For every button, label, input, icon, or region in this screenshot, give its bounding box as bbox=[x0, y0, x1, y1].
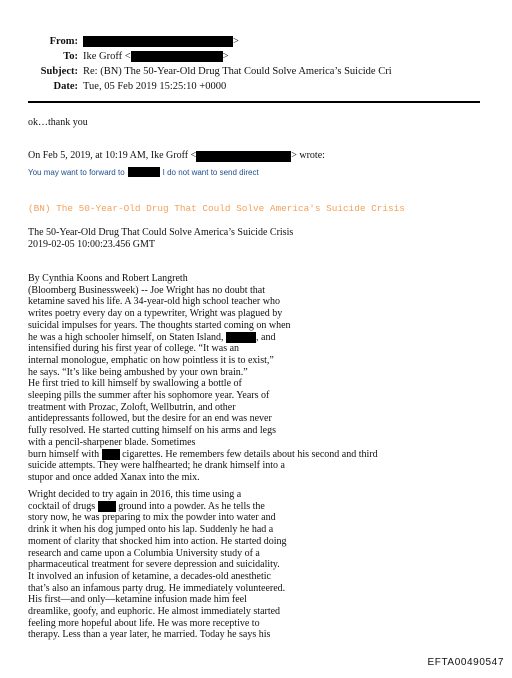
text-line bbox=[28, 501, 498, 513]
text-line: treatment with Prozac, Zoloft, Wellbutrin, and other bbox=[28, 401, 236, 413]
text-segment: he was a high schooler himself, on Staten Island, bbox=[28, 331, 224, 343]
text-line: fully resolved. He started cutting himself on his arms and legs bbox=[28, 425, 277, 437]
from-label: From: bbox=[49, 36, 78, 47]
quote-line bbox=[28, 150, 325, 162]
to-close: > bbox=[222, 51, 229, 62]
text-line: sleeping pills the summer after his sophomore year. Years of bbox=[28, 390, 270, 402]
text-line: he says. “It’s like being ambushed by your own brain.” bbox=[28, 366, 248, 378]
text-line: drink it when his dog jumped onto his lap. Suddenly he had a bbox=[28, 524, 274, 536]
text-line bbox=[28, 449, 498, 461]
bates-number: EFTA00490547 bbox=[427, 657, 504, 668]
redaction-box bbox=[83, 36, 233, 47]
date-label: Date: bbox=[53, 81, 78, 92]
text-line: (Bloomberg Businessweek) -- Joe Wright has no doubt that bbox=[28, 284, 265, 296]
quote-prefix: On Feb 5, 2019, at 10:19 AM, Ike Groff < bbox=[28, 150, 197, 161]
email-header bbox=[28, 34, 488, 94]
forward-note bbox=[28, 167, 259, 177]
redaction-box bbox=[102, 449, 120, 460]
redaction-box bbox=[128, 167, 160, 177]
to-name: Ike Groff < bbox=[83, 51, 131, 62]
text-line: intensified during his first year of college. “It was an bbox=[28, 343, 240, 355]
text-line: with a pencil-sharpener blade. Sometimes bbox=[28, 436, 196, 448]
subject-value: Re: (BN) The 50-Year-Old Drug That Could Solve America’s Suicide Cri bbox=[83, 66, 392, 77]
subject-label: Subject: bbox=[40, 66, 78, 77]
date-value: Tue, 05 Feb 2019 15:25:10 +0000 bbox=[83, 81, 227, 92]
forward-note-before: You may want to forward to bbox=[28, 167, 125, 177]
text-segment: cigarettes. He remembers few details about his second and third bbox=[122, 448, 378, 460]
text-line: therapy. Less than a year later, he married. Today he says his bbox=[28, 629, 271, 641]
text-line: that’s also an infamous party drug. He immediately volunteered. bbox=[28, 582, 286, 594]
text-line: writes poetry every day on a typewriter, Wright was plagued by bbox=[28, 308, 283, 320]
redaction-box bbox=[196, 151, 291, 162]
article-title: The 50-Year-Old Drug That Could Solve America’s Suicide Crisis bbox=[28, 227, 294, 238]
to-row bbox=[28, 49, 488, 64]
text-segment: , and bbox=[256, 331, 276, 343]
to-label: To: bbox=[63, 51, 78, 62]
forwarded-subject: (BN) The 50-Year-Old Drug That Could Solve America's Suicide Crisis bbox=[28, 203, 405, 214]
article-paragraph-1 bbox=[28, 273, 498, 484]
from-row bbox=[28, 34, 488, 49]
text-line: stupor and once added Xanax into the mix. bbox=[28, 471, 200, 483]
redaction-box bbox=[98, 501, 116, 512]
text-line: ketamine saved his life. A 34-year-old high school teacher who bbox=[28, 296, 280, 308]
date-row bbox=[28, 79, 488, 94]
text-line: research and came upon a Columbia University study of a bbox=[28, 547, 260, 559]
text-line: internal monologue, emphatic on how pointless it is to exist,” bbox=[28, 354, 274, 366]
text-line: Wright decided to try again in 2016, this time using a bbox=[28, 489, 242, 500]
reply-text: ok…thank you bbox=[28, 117, 88, 128]
subject-row bbox=[28, 64, 488, 79]
text-line: His first—and only—ketamine infusion made him feel bbox=[28, 594, 247, 606]
redaction-box bbox=[131, 51, 223, 62]
text-line: pharmaceutical treatment for severe depression and suicidality. bbox=[28, 559, 280, 571]
text-line: moment of clarity that shocked him into action. He started doing bbox=[28, 535, 287, 547]
header-divider bbox=[28, 101, 480, 103]
text-line: antidepressants followed, but the desire for an end was never bbox=[28, 413, 272, 425]
text-line: suicide attempts. They were halfhearted; he drank himself into a bbox=[28, 460, 285, 472]
text-segment: burn himself with bbox=[28, 448, 100, 460]
article-timestamp: 2019-02-05 10:00:23.456 GMT bbox=[28, 239, 155, 250]
forward-note-after: I do not want to send direct bbox=[162, 167, 259, 177]
text-line: dreamlike, goofy, and euphoric. He almost immediately started bbox=[28, 606, 281, 618]
text-segment: ground into a powder. As he tells the bbox=[118, 500, 265, 512]
article-paragraph-2 bbox=[28, 489, 498, 641]
from-close: > bbox=[233, 36, 239, 47]
quote-suffix: > wrote: bbox=[291, 150, 325, 161]
redaction-box bbox=[226, 332, 256, 343]
text-line: story now, he was preparing to mix the powder into water and bbox=[28, 512, 276, 524]
text-line: He first tried to kill himself by swallowing a bottle of bbox=[28, 378, 242, 390]
text-line: By Cynthia Koons and Robert Langreth bbox=[28, 273, 188, 284]
text-line: suicidal impulses for years. The thoughts started coming on when bbox=[28, 319, 291, 331]
text-line bbox=[28, 332, 498, 344]
text-line: feeling more hopeful about life. He was more receptive to bbox=[28, 617, 260, 629]
text-segment: cocktail of drugs bbox=[28, 500, 96, 512]
text-line: It involved an infusion of ketamine, a decades-old anesthetic bbox=[28, 570, 271, 582]
